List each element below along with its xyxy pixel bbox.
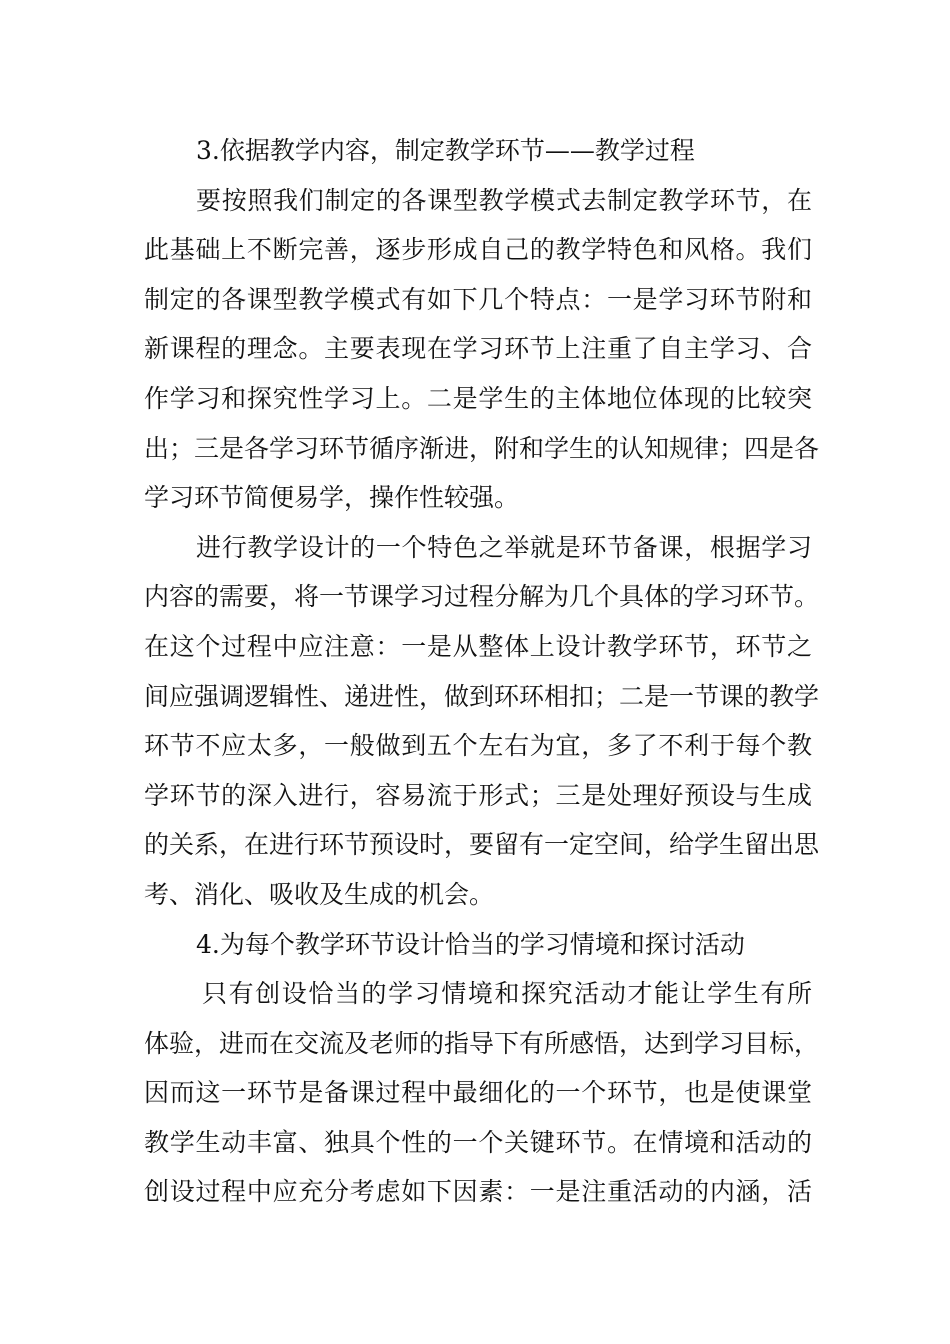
paragraph-line: 作学习和探究性学习上。二是学生的主体地位体现的比较突 xyxy=(144,383,812,413)
paragraph-2 xyxy=(144,523,820,920)
paragraph-line: 学环节的深入进行，容易流于形式；三是处理好预设与生成 xyxy=(144,780,812,810)
paragraph-line: 教学生动丰富、独具个性的一个关键环节。在情境和活动的 xyxy=(144,1127,812,1157)
paragraph-line: 出；三是各学习环节循序渐进，附和学生的认知规律；四是各 xyxy=(144,433,820,463)
paragraph-line: 内容的需要，将一节课学习过程分解为几个具体的学习环节。 xyxy=(144,582,820,612)
paragraph-line: 因而这一环节是备课过程中最细化的一个环节，也是使课堂 xyxy=(144,1078,812,1108)
paragraph-line: 创设过程中应充分考虑如下因素：一是注重活动的内涵，活 xyxy=(144,1177,812,1207)
paragraph-line: 新课程的理念。主要表现在学习环节上注重了自主学习、合 xyxy=(144,334,812,364)
paragraph-line: 考、消化、吸收及生成的机会。 xyxy=(144,879,495,909)
paragraph-line: 的关系，在进行环节预设时，要留有一定空间，给学生留出思 xyxy=(144,830,820,860)
paragraph-line: 只有创设恰当的学习情境和探究活动才能让学生有所 xyxy=(202,979,812,1009)
paragraph-line: 间应强调逻辑性、递进性，做到环环相扣；二是一节课的教学 xyxy=(144,681,820,711)
document-body xyxy=(144,126,820,1217)
paragraph-line: 要按照我们制定的各课型教学模式去制定教学环节，在 xyxy=(196,185,812,215)
paragraph-line: 在这个过程中应注意：一是从整体上设计教学环节，环节之 xyxy=(144,631,812,661)
paragraph-1 xyxy=(144,176,820,523)
paragraph-line: 制定的各课型教学模式有如下几个特点：一是学习环节附和 xyxy=(144,284,812,314)
paragraph-line: 体验，进而在交流及老师的指导下有所感悟，达到学习目标， xyxy=(144,1028,820,1058)
section-heading-3: 3.依据教学内容，制定教学环节——教学过程 xyxy=(196,136,695,165)
paragraph-line: 环节不应太多，一般做到五个左右为宜，多了不利于每个教 xyxy=(144,731,812,761)
paragraph-line: 进行教学设计的一个特色之举就是环节备课，根据学习 xyxy=(196,532,812,562)
paragraph-line: 此基础上不断完善，逐步形成自己的教学特色和风格。我们 xyxy=(144,235,812,265)
paragraph-line: 学习环节简便易学，操作性较强。 xyxy=(144,483,520,513)
section-heading-4: 4.为每个教学环节设计恰当的学习情境和探讨活动 xyxy=(196,929,745,959)
paragraph-3 xyxy=(144,969,820,1217)
